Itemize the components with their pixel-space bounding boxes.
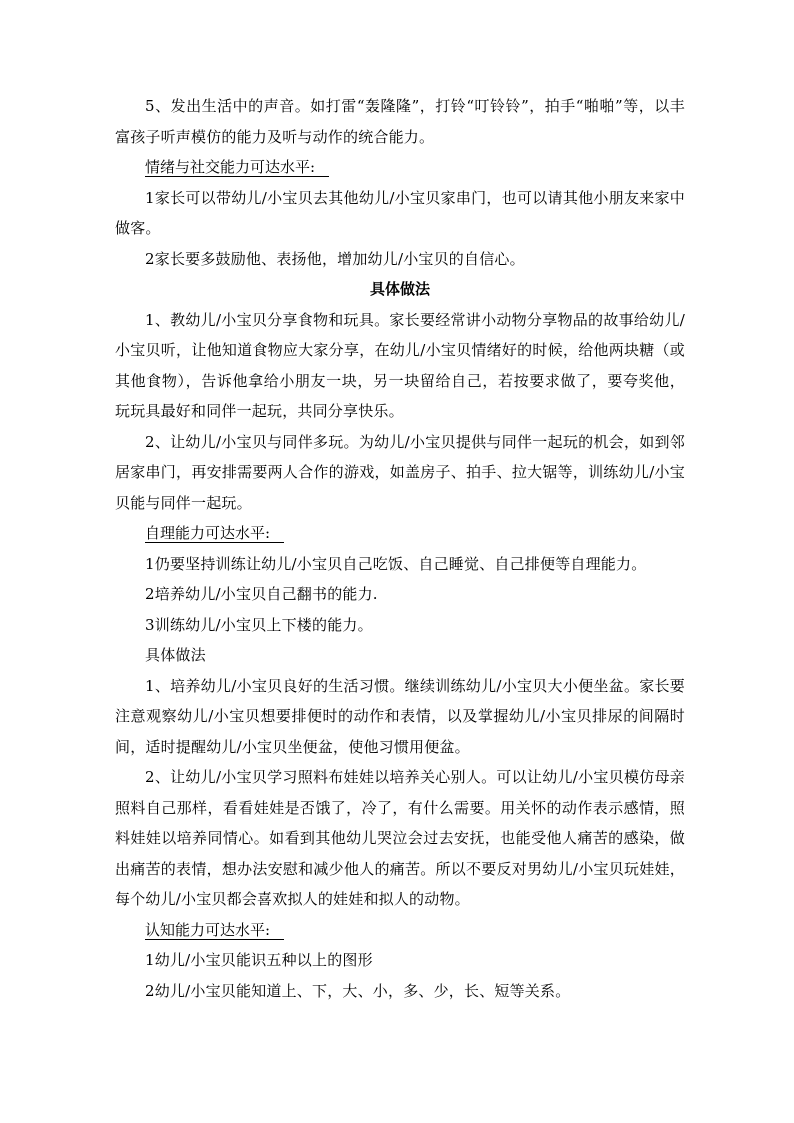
emotion-item-1: 1家长可以带幼儿/小宝贝去其他幼儿/小宝贝家串门，也可以请其他小朋友来家中做客。	[115, 188, 685, 237]
selfcare-heading: 自理能力可达水平:	[115, 518, 685, 549]
cognition-item-2: 2幼儿/小宝贝能知道上、下，大、小，多、少，长、短等关系。	[145, 981, 571, 1000]
method-1-paragraph-2: 2、让幼儿/小宝贝与同伴多玩。为幼儿/小宝贝提供与同伴一起玩的机会，如到邻居家串门，再安排需要两人合作的游戏，如盖房子、拍手、拉大锯等，训练幼儿/小宝贝能与同伴一起玩。	[115, 432, 685, 512]
paragraph-sound-imitation: 5、发出生活中的声音。如打雷“轰隆隆”，打铃“叮铃铃”，拍手“啪啪”等，以丰富孩子听声模仿的能力及听与动作的统合能力。	[115, 97, 685, 146]
emotion-social-heading: 情绪与社交能力可达水平:	[115, 152, 685, 183]
method-title-2: 具体做法	[145, 646, 206, 664]
method-2-paragraph-2: 2、让幼儿/小宝贝学习照料布娃娃以培养关心别人。可以让幼儿/小宝贝模仿母亲照料自己那样，看看娃娃是否饿了，冷了，有什么需要。用关怀的动作表示感情，照料娃娃以培养同情心。如看到其他幼儿哭泣会过去安抚，也能受他人痛苦的感染，做出痛苦的表情，想办法安慰和减少他人的痛苦。所以不要反对男幼儿/小宝贝玩娃娃，每个幼儿/小宝贝都会喜欢拟人的娃娃和拟人的动物。	[115, 768, 685, 908]
method-2-paragraph-1: 1、培养幼儿/小宝贝良好的生活习惯。继续训练幼儿/小宝贝大小便坐盆。家长要注意观察幼儿/小宝贝想要排便时的动作和表情，以及掌握幼儿/小宝贝排尿的间隔时间，适时提醒幼儿/小宝贝坐便盆，使他习惯用便盆。	[115, 676, 685, 756]
cognition-item-1: 1幼儿/小宝贝能识五种以上的图形	[145, 951, 373, 969]
document-body	[115, 91, 685, 1006]
selfcare-item-1: 1仍要坚持训练让幼儿/小宝贝自己吃饭、自己睡觉、自己排便等自理能力。	[145, 554, 647, 573]
method-1-paragraph-1: 1、教幼儿/小宝贝分享食物和玩具。家长要经常讲小动物分享物品的故事给幼儿/小宝贝听，让他知道食物应大家分享，在幼儿/小宝贝情绪好的时候，给他两块糖（或其他食物），告诉他拿给小朋友一块，另一块留给自己，若按要求做了，要夸奖他，玩玩具最好和同伴一起玩，共同分享快乐。	[115, 310, 685, 420]
selfcare-item-2: 2培养幼儿/小宝贝自己翻书的能力.	[145, 585, 378, 603]
emotion-item-2: 2家长要多鼓励他、表扬他，增加幼儿/小宝贝的自信心。	[145, 249, 525, 268]
cognition-heading: 认知能力可达水平:	[115, 915, 685, 946]
method-title-1: 具体做法	[369, 280, 430, 298]
selfcare-item-3: 3训练幼儿/小宝贝上下楼的能力。	[145, 615, 373, 634]
